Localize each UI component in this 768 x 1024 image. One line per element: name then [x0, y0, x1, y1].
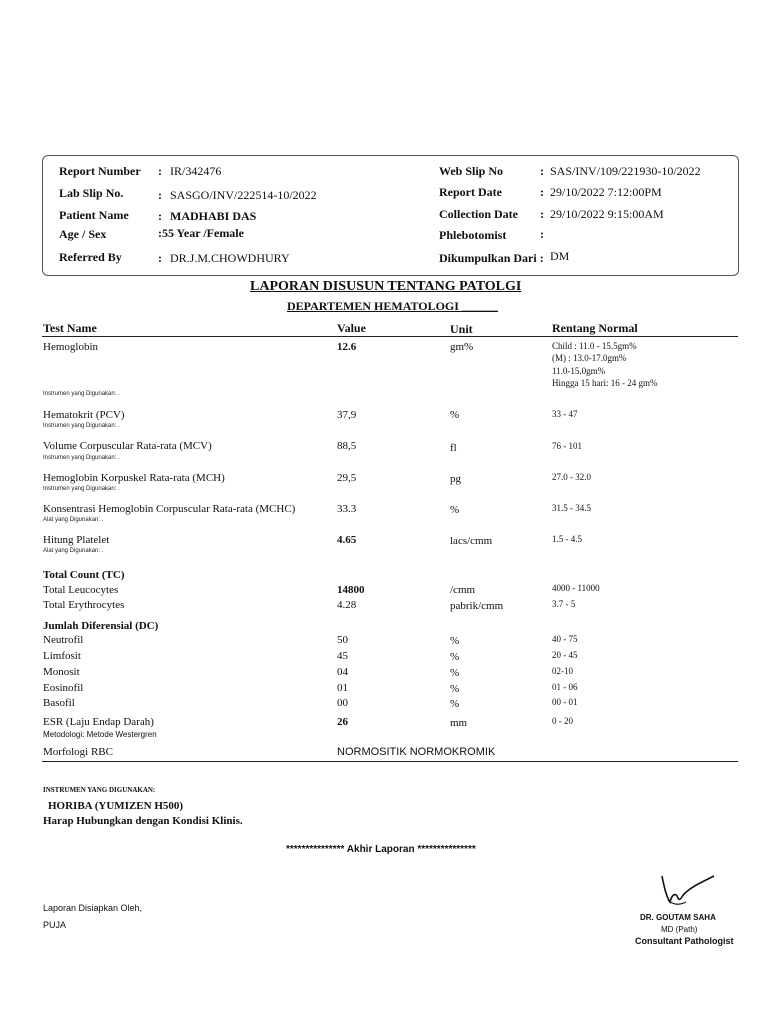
test-name: Konsentrasi Hemoglobin Corpuscular Rata-rata (MCHC)	[43, 503, 296, 515]
test-unit: %	[450, 635, 460, 647]
department-title: DEPARTEMEN HEMATOLOGI ______	[287, 299, 498, 313]
web-slip-value: SAS/INV/109/221930-10/2022	[550, 164, 701, 178]
lab-slip-label: Lab Slip No.	[59, 186, 124, 200]
test-range: 27.0 - 32.0	[552, 472, 591, 482]
test-unit: %	[450, 667, 460, 679]
test-unit: %	[450, 409, 460, 421]
instrument-used-label: INSTRUMEN YANG DIGUNAKAN:	[43, 786, 156, 794]
separator: :	[158, 209, 162, 223]
test-unit: %	[450, 683, 460, 695]
test-unit: /cmm	[450, 584, 476, 596]
report-number-value: IR/342476	[170, 164, 222, 178]
test-range: 1.5 - 4.5	[552, 534, 582, 544]
test-value: 4.28	[337, 599, 357, 611]
test-range: 40 - 75	[552, 634, 578, 644]
separator: :	[540, 185, 544, 199]
test-value: 14800	[337, 584, 365, 596]
patient-name-value: MADHABI DAS	[170, 209, 257, 223]
test-unit: fl	[450, 442, 457, 454]
column-header-range: Rentang Normal	[552, 321, 638, 335]
collection-date-value: 29/10/2022 9:15:00AM	[550, 207, 664, 221]
test-value: 00	[337, 697, 348, 709]
test-name: Monosit	[43, 666, 80, 678]
separator: :	[158, 164, 162, 178]
rbc-morphology-value: NORMOSITIK NORMOKROMIK	[337, 746, 496, 758]
test-range: 01 - 06	[552, 682, 578, 692]
test-value: 50	[337, 634, 348, 646]
test-range: 3.7 - 5	[552, 599, 576, 609]
test-name: Neutrofil	[43, 634, 84, 646]
test-range: 0 - 20	[552, 716, 573, 726]
prepared-by-name: PUJA	[43, 920, 67, 930]
test-range: 4000 - 11000	[552, 583, 600, 593]
test-name: Hemoglobin	[43, 341, 98, 353]
doctor-title: Consultant Pathologist	[635, 936, 734, 946]
referred-by-label: Referred By	[59, 250, 122, 264]
end-of-report: *************** Akhir Laporan ***************	[286, 844, 476, 855]
test-range: 76 - 101	[552, 441, 582, 451]
test-name: Total Leucocytes	[43, 584, 119, 596]
test-name: Total Erythrocytes	[43, 599, 125, 611]
patient-name-label: Patient Name	[59, 208, 129, 222]
test-range-line: 11.0-15.0gm%	[552, 366, 606, 376]
web-slip-label: Web Slip No	[439, 164, 504, 178]
section-heading-differential: Jumlah Diferensial (DC)	[43, 620, 159, 632]
clinical-note: Harap Hubungkan dengan Kondisi Klinis.	[43, 815, 243, 827]
instrument-note: Instrumen yang Digunakan: .	[43, 423, 120, 429]
test-range: 20 - 45	[552, 650, 578, 660]
column-header-unit: Unit	[450, 322, 473, 336]
test-range-line: Hingga 15 hari: 16 - 24 gm%	[552, 378, 658, 388]
lab-slip-value: SASGO/INV/222514-10/2022	[170, 188, 317, 202]
instrument-note: Instrumen yang Digunakan: .	[43, 391, 120, 397]
collected-from-label: Dikumpulkan Dari :	[439, 251, 544, 265]
age-sex-value: :55 Year /Female	[158, 226, 244, 240]
instrument-note: Alat yang Digunakan: .	[43, 548, 104, 554]
doctor-signature	[632, 872, 736, 914]
separator: :	[540, 164, 544, 178]
header-divider	[42, 336, 738, 337]
test-value: 4.65	[337, 534, 357, 546]
signature-graphic	[632, 872, 736, 914]
instrument-note: Instrumen yang Digunakan: .	[43, 455, 120, 461]
collected-from-value: DM	[550, 249, 570, 263]
test-value: 01	[337, 682, 348, 694]
instrument-note: Alat yang Digunakan: .	[43, 517, 104, 523]
test-range: 02-10	[552, 666, 573, 676]
test-value: 88,5	[337, 440, 357, 452]
test-unit: mm	[450, 717, 468, 729]
report-date-label: Report Date	[439, 185, 502, 199]
test-name: Hematokrit (PCV)	[43, 409, 125, 421]
test-range: 31.5 - 34.5	[552, 503, 591, 513]
collection-date-label: Collection Date	[439, 207, 518, 221]
test-name: Hemoglobin Korpuskel Rata-rata (MCH)	[43, 472, 225, 484]
test-name: ESR (Laju Endap Darah)	[43, 716, 154, 728]
test-value: 26	[337, 716, 348, 728]
instrument-name: HORIBA (YUMIZEN H500)	[48, 800, 184, 812]
test-name: Volume Corpuscular Rata-rata (MCV)	[43, 440, 212, 452]
method-note: Metodologi: Metode Westergren	[43, 730, 157, 739]
separator: :	[158, 188, 162, 202]
test-range-line: Child : 11.0 - 15.5gm%	[552, 341, 637, 351]
test-name: Hitung Platelet	[43, 534, 110, 546]
report-number-label: Report Number	[59, 164, 141, 178]
prepared-by-label: Laporan Disiapkan Oleh,	[43, 903, 143, 913]
doctor-degree: MD (Path)	[661, 925, 698, 934]
doctor-name: DR. GOUTAM SAHA	[640, 913, 716, 922]
test-unit: %	[450, 504, 460, 516]
column-header-name: Test Name	[43, 321, 97, 335]
test-range-line: (M) : 13.0-17.0gm%	[552, 353, 627, 363]
test-value: 33.3	[337, 503, 357, 515]
column-header-value: Value	[337, 321, 366, 335]
test-name: Limfosit	[43, 650, 81, 662]
section-heading-total-count: Total Count (TC)	[43, 569, 125, 581]
test-unit: pg	[450, 473, 461, 485]
test-range: 00 - 01	[552, 697, 578, 707]
test-range: 33 - 47	[552, 409, 578, 419]
test-unit: %	[450, 651, 460, 663]
report-title: LAPORAN DISUSUN TENTANG PATOLGI	[250, 279, 522, 294]
test-value: 04	[337, 666, 348, 678]
test-unit: gm%	[450, 341, 474, 353]
test-name: Morfologi RBC	[43, 746, 113, 758]
table-end-divider	[42, 761, 738, 762]
separator: :	[540, 207, 544, 221]
separator: :	[540, 227, 544, 241]
referred-by-value: DR.J.M.CHOWDHURY	[170, 251, 290, 265]
test-unit: lacs/cmm	[450, 535, 493, 547]
test-value: 45	[337, 650, 348, 662]
report-date-value: 29/10/2022 7:12:00PM	[550, 185, 662, 199]
test-name: Basofil	[43, 697, 75, 709]
separator: :	[158, 251, 162, 265]
test-value: 37,9	[337, 409, 357, 421]
test-value: 29,5	[337, 472, 357, 484]
instrument-note: Instrumen yang Digunakan: .	[43, 486, 120, 492]
test-unit: %	[450, 698, 460, 710]
test-name: Eosinofil	[43, 682, 84, 694]
test-unit: pabrik/cmm	[450, 600, 504, 612]
phlebotomist-label: Phlebotomist	[439, 228, 507, 242]
test-value: 12.6	[337, 341, 357, 353]
age-sex-label: Age / Sex	[59, 227, 107, 241]
